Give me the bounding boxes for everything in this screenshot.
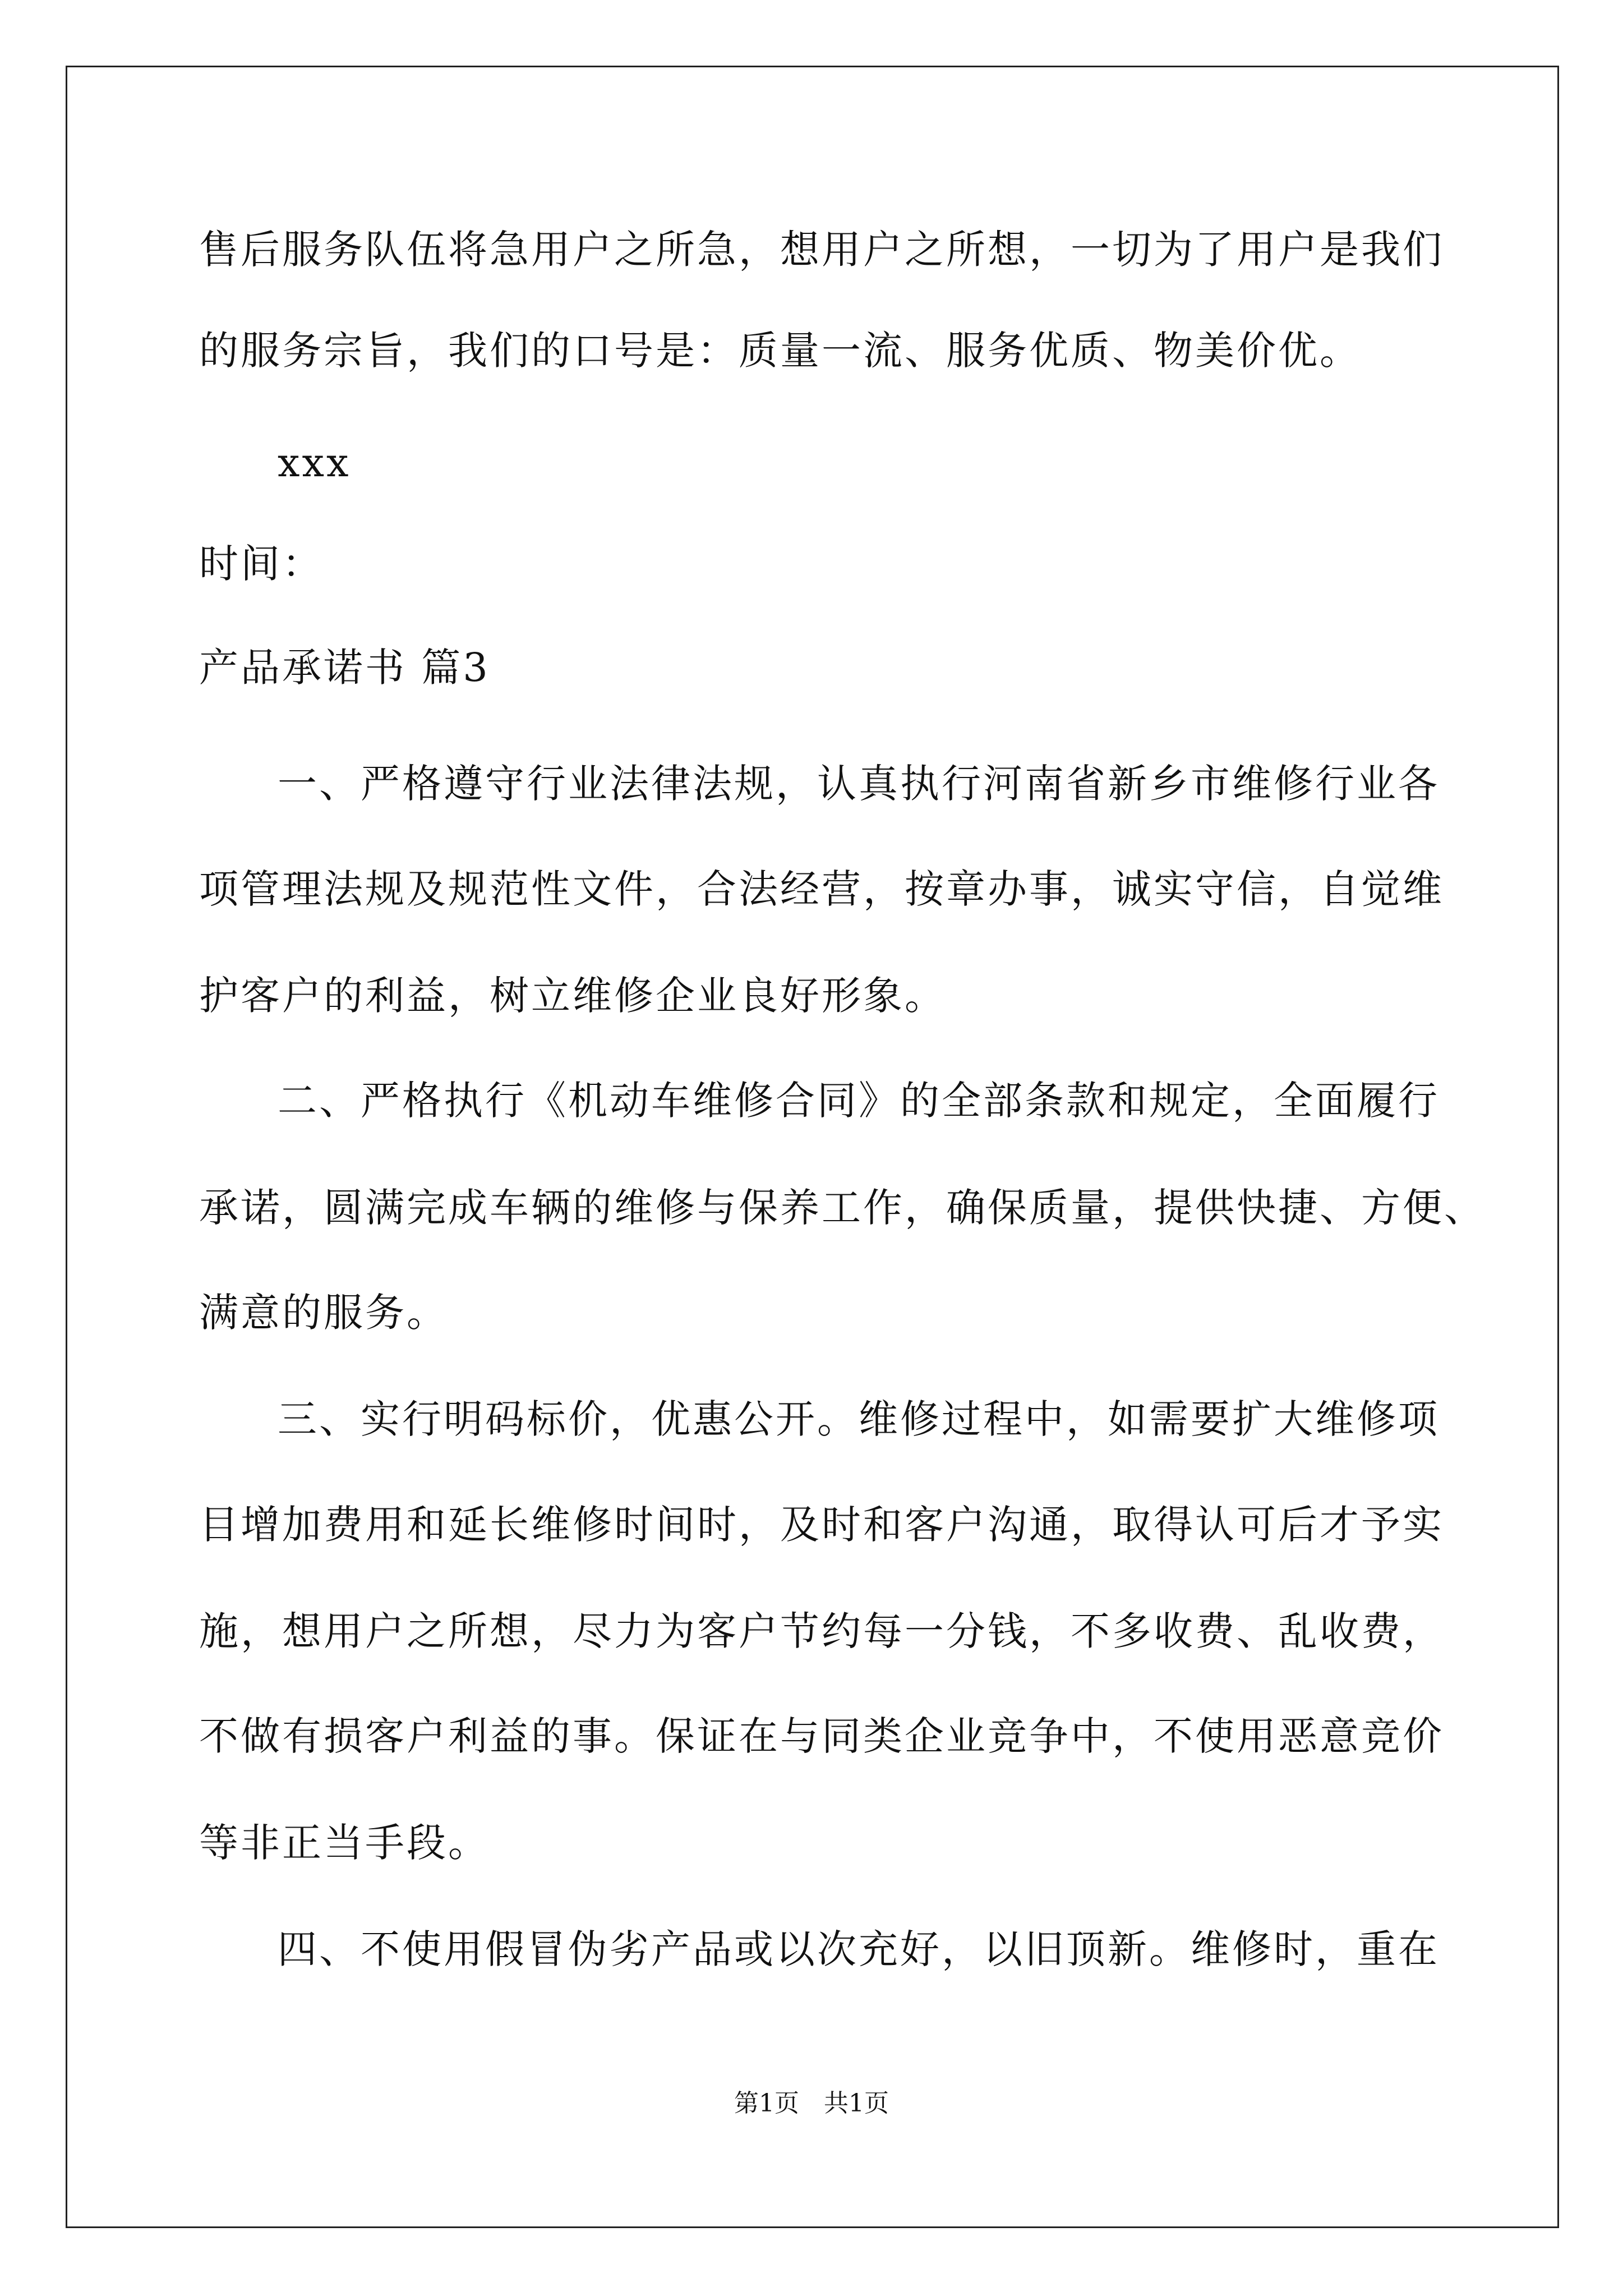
body-text-line: 的服务宗旨，我们的口号是：质量一流、服务优质、物美价优。 xyxy=(199,328,1361,374)
body-text-line: 三、实行明码标价，优惠公开。维修过程中，如需要扩大维修项 xyxy=(278,1396,1440,1442)
signature-name: xxx xyxy=(278,440,351,486)
body-text-line: 施，想用户之所想，尽力为客户节约每一分钱，不多收费、乱收费， xyxy=(199,1608,1444,1654)
body-text-line: 满意的服务。 xyxy=(199,1290,448,1336)
page-number-footer: 第1页 共1页 xyxy=(734,2089,889,2118)
body-text-line: 不做有损客户利益的事。保证在与同类企业竞争中，不使用恶意竞价 xyxy=(199,1713,1444,1759)
body-text-line: 目增加费用和延长维修时间时，及时和客户沟通，取得认可后才予实 xyxy=(199,1502,1444,1548)
body-text-line: 二、严格执行《机动车维修合同》的全部条款和规定，全面履行 xyxy=(278,1078,1440,1124)
page-frame xyxy=(66,66,1559,2228)
body-text-line: 一、严格遵守行业法律法规，认真执行河南省新乡市维修行业各 xyxy=(278,761,1440,807)
date-label: 时间： xyxy=(199,541,324,587)
body-text-line: 护客户的利益，树立维修企业良好形象。 xyxy=(199,973,946,1019)
body-text-line: 项管理法规及规范性文件，合法经营，按章办事，诚实守信，自觉维 xyxy=(199,866,1444,912)
body-text-line: 等非正当手段。 xyxy=(199,1820,490,1866)
section-heading: 产品承诺书 篇3 xyxy=(199,645,490,691)
body-text-line: 四、不使用假冒伪劣产品或以次充好，以旧顶新。维修时，重在 xyxy=(278,1926,1440,1972)
body-text-line: 售后服务队伍将急用户之所急，想用户之所想，一切为了用户是我们 xyxy=(199,227,1444,273)
body-text-line: 承诺，圆满完成车辆的维修与保养工作，确保质量，提供快捷、方便、 xyxy=(199,1185,1486,1231)
